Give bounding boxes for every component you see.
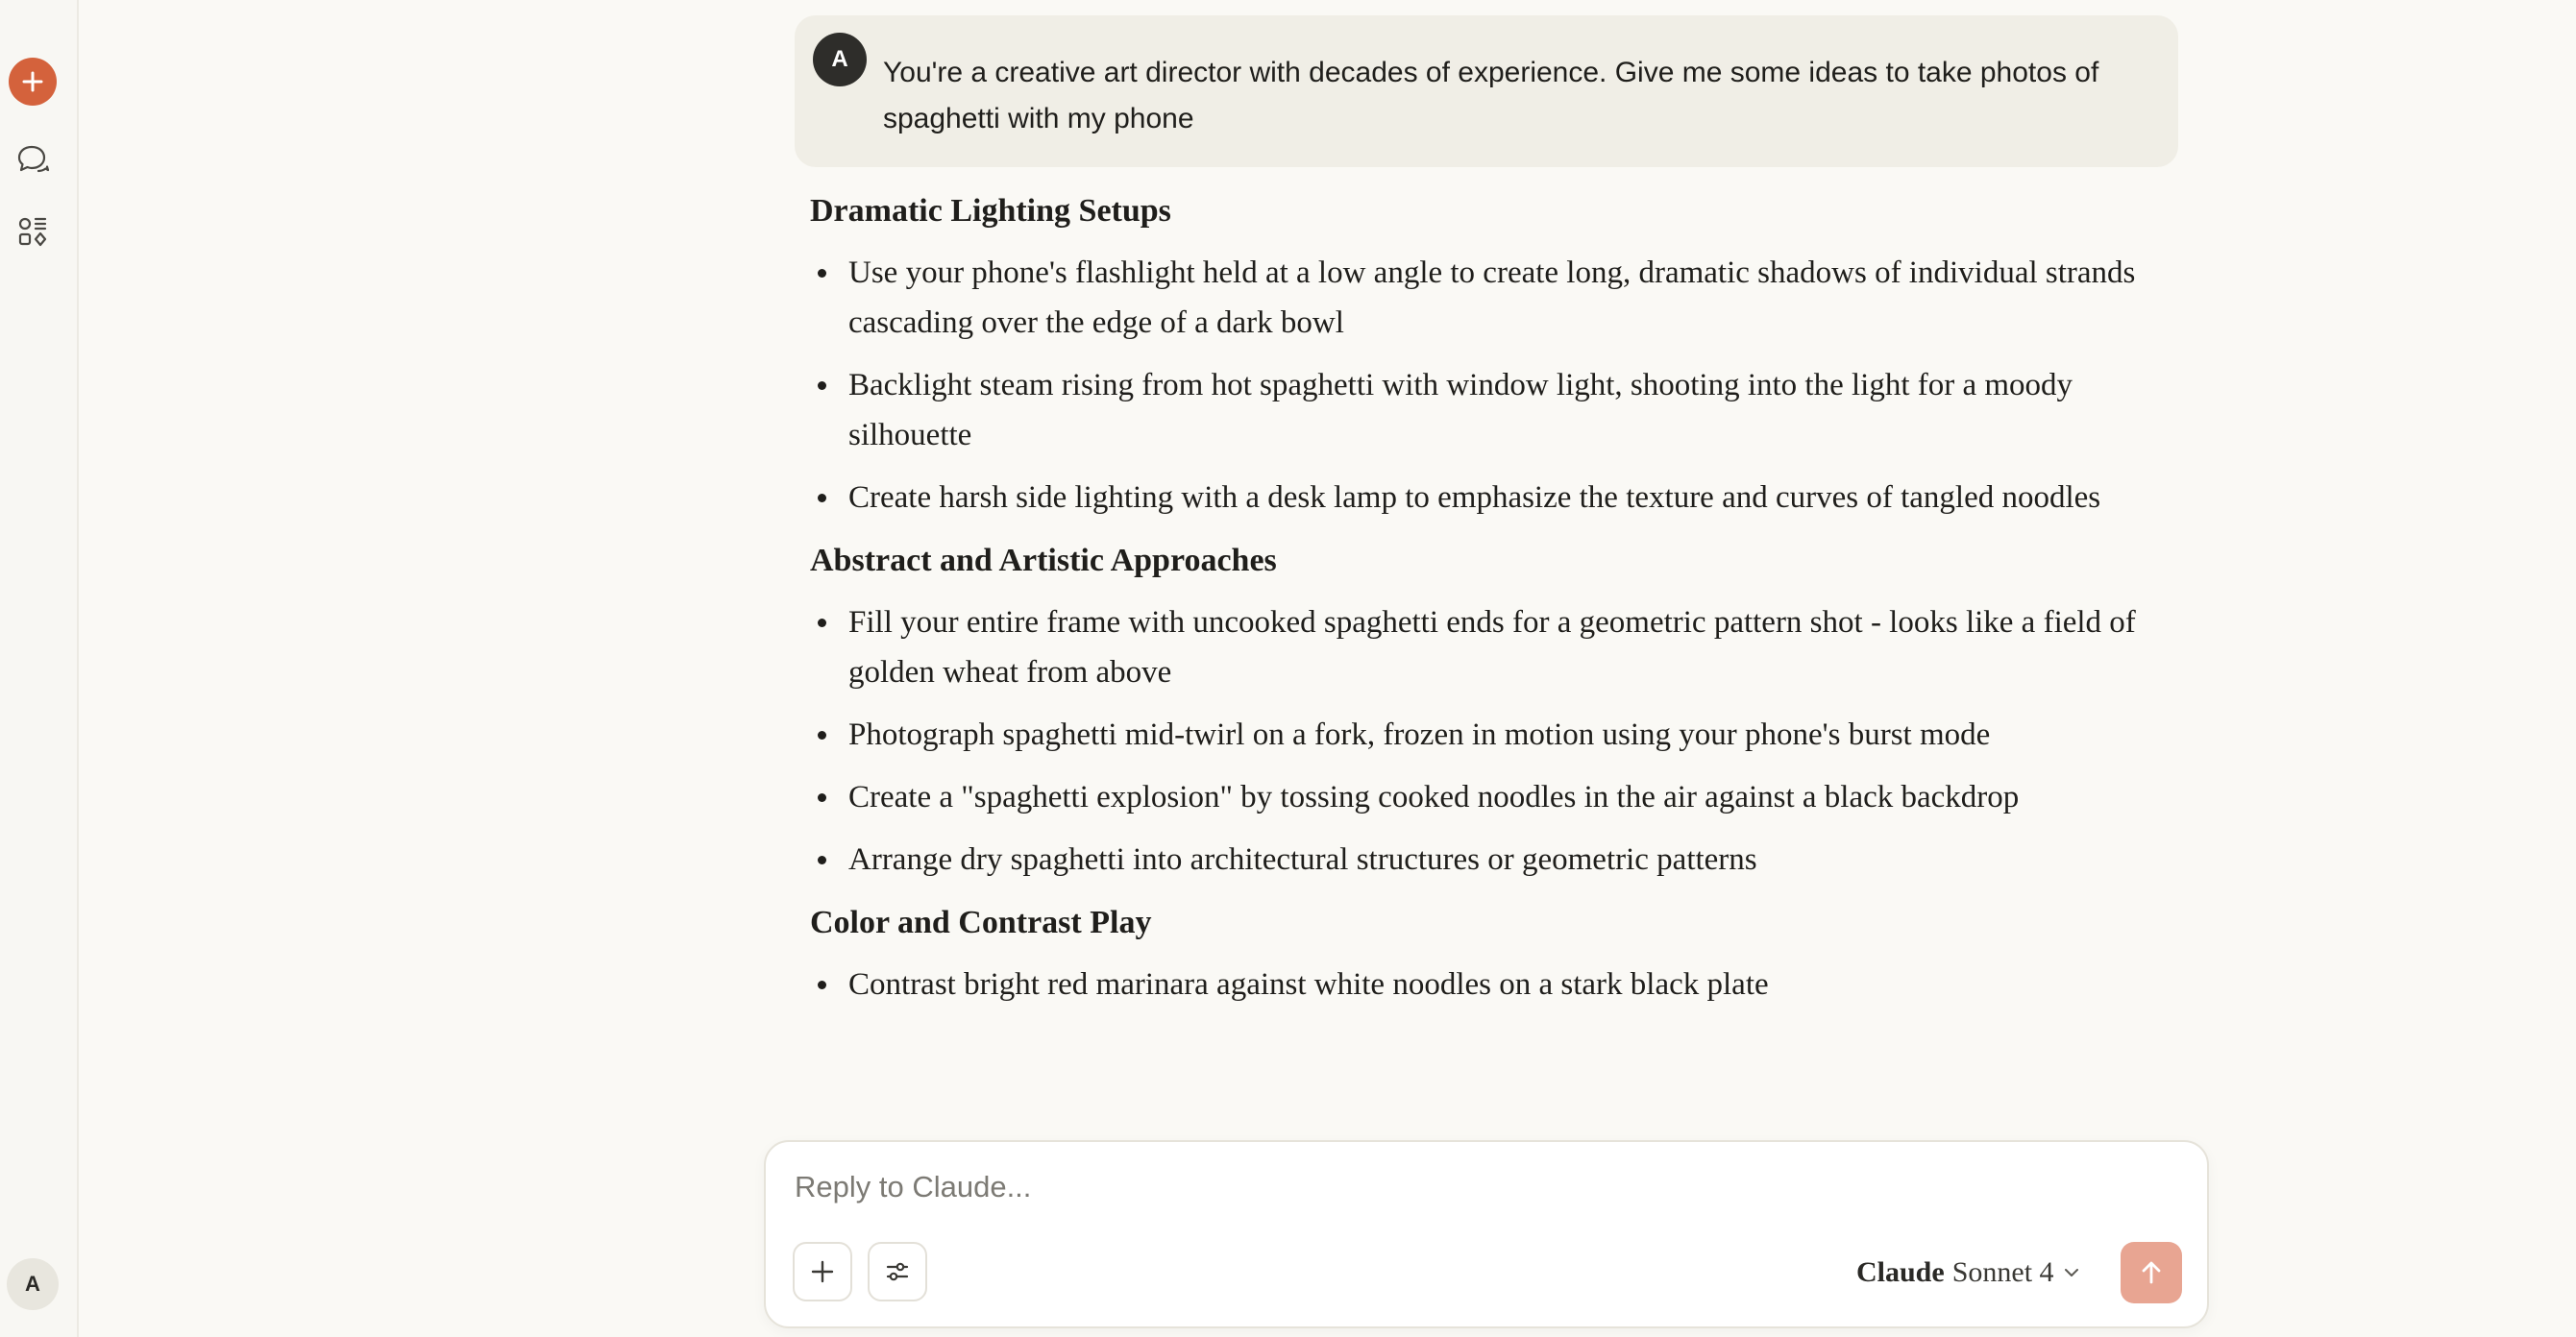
send-button[interactable] bbox=[2121, 1242, 2182, 1303]
plus-icon bbox=[810, 1259, 835, 1284]
conversation-pane bbox=[795, 0, 2180, 1138]
arrow-up-icon bbox=[2137, 1258, 2166, 1287]
add-attachment-button[interactable] bbox=[793, 1242, 852, 1301]
reply-input[interactable] bbox=[793, 1163, 2046, 1211]
section-heading: Dramatic Lighting Setups bbox=[810, 193, 1171, 229]
tools-settings-button[interactable] bbox=[868, 1242, 927, 1301]
user-initial: A bbox=[25, 1272, 40, 1296]
apps-grid-icon bbox=[16, 215, 49, 248]
model-name: Claude bbox=[1856, 1256, 1945, 1288]
bullet-list bbox=[810, 248, 2142, 523]
list-item: Backlight steam rising from hot spaghetti with window light, shooting into the light for a moody silhouette bbox=[810, 360, 2142, 460]
plus-icon bbox=[20, 69, 45, 94]
model-version: Sonnet 4 bbox=[1951, 1256, 2054, 1288]
model-selector[interactable] bbox=[1856, 1246, 2081, 1300]
section-heading: Color and Contrast Play bbox=[810, 905, 1152, 940]
section-heading: Abstract and Artistic Approaches bbox=[810, 543, 1277, 578]
user-message-initial: A bbox=[831, 46, 848, 72]
bullet-list bbox=[810, 597, 2142, 885]
list-item: Arrange dry spaghetti into architectural structures or geometric patterns bbox=[810, 835, 2142, 885]
list-item: Fill your entire frame with uncooked spaghetti ends for a geometric pattern shot - looks like a field of golden wheat from above bbox=[810, 597, 2142, 697]
list-item: Create a "spaghetti explosion" by tossing cooked noodles in the air against a black backdrop bbox=[810, 772, 2142, 822]
list-item: Contrast bright red marinara against white noodles on a stark black plate bbox=[810, 960, 2142, 1009]
chat-bubbles-icon bbox=[15, 142, 50, 177]
user-avatar-button[interactable] bbox=[7, 1258, 59, 1310]
bullet-list bbox=[810, 960, 2142, 1009]
new-chat-button[interactable] bbox=[9, 58, 57, 106]
reply-composer bbox=[764, 1140, 2209, 1328]
list-item: Use your phone's flashlight held at a low angle to create long, dramatic shadows of individual strands cascading over the edge of a dark bowl bbox=[810, 248, 2142, 348]
chevron-down-icon bbox=[2062, 1263, 2081, 1282]
user-message-avatar bbox=[813, 33, 867, 86]
sidebar-rail bbox=[0, 0, 79, 1337]
user-message-text: You're a creative art director with decades of experience. Give me some ideas to take photos of spaghetti with my phone bbox=[883, 57, 2099, 134]
list-item: Photograph spaghetti mid-twirl on a fork, frozen in motion using your phone's burst mode bbox=[810, 710, 2142, 760]
sliders-icon bbox=[884, 1258, 911, 1285]
chats-button[interactable] bbox=[9, 135, 57, 183]
list-item: Create harsh side lighting with a desk lamp to emphasize the texture and curves of tangled noodles bbox=[810, 473, 2142, 523]
user-message bbox=[795, 15, 2178, 167]
projects-button[interactable] bbox=[9, 207, 57, 255]
assistant-message bbox=[795, 186, 2180, 1009]
